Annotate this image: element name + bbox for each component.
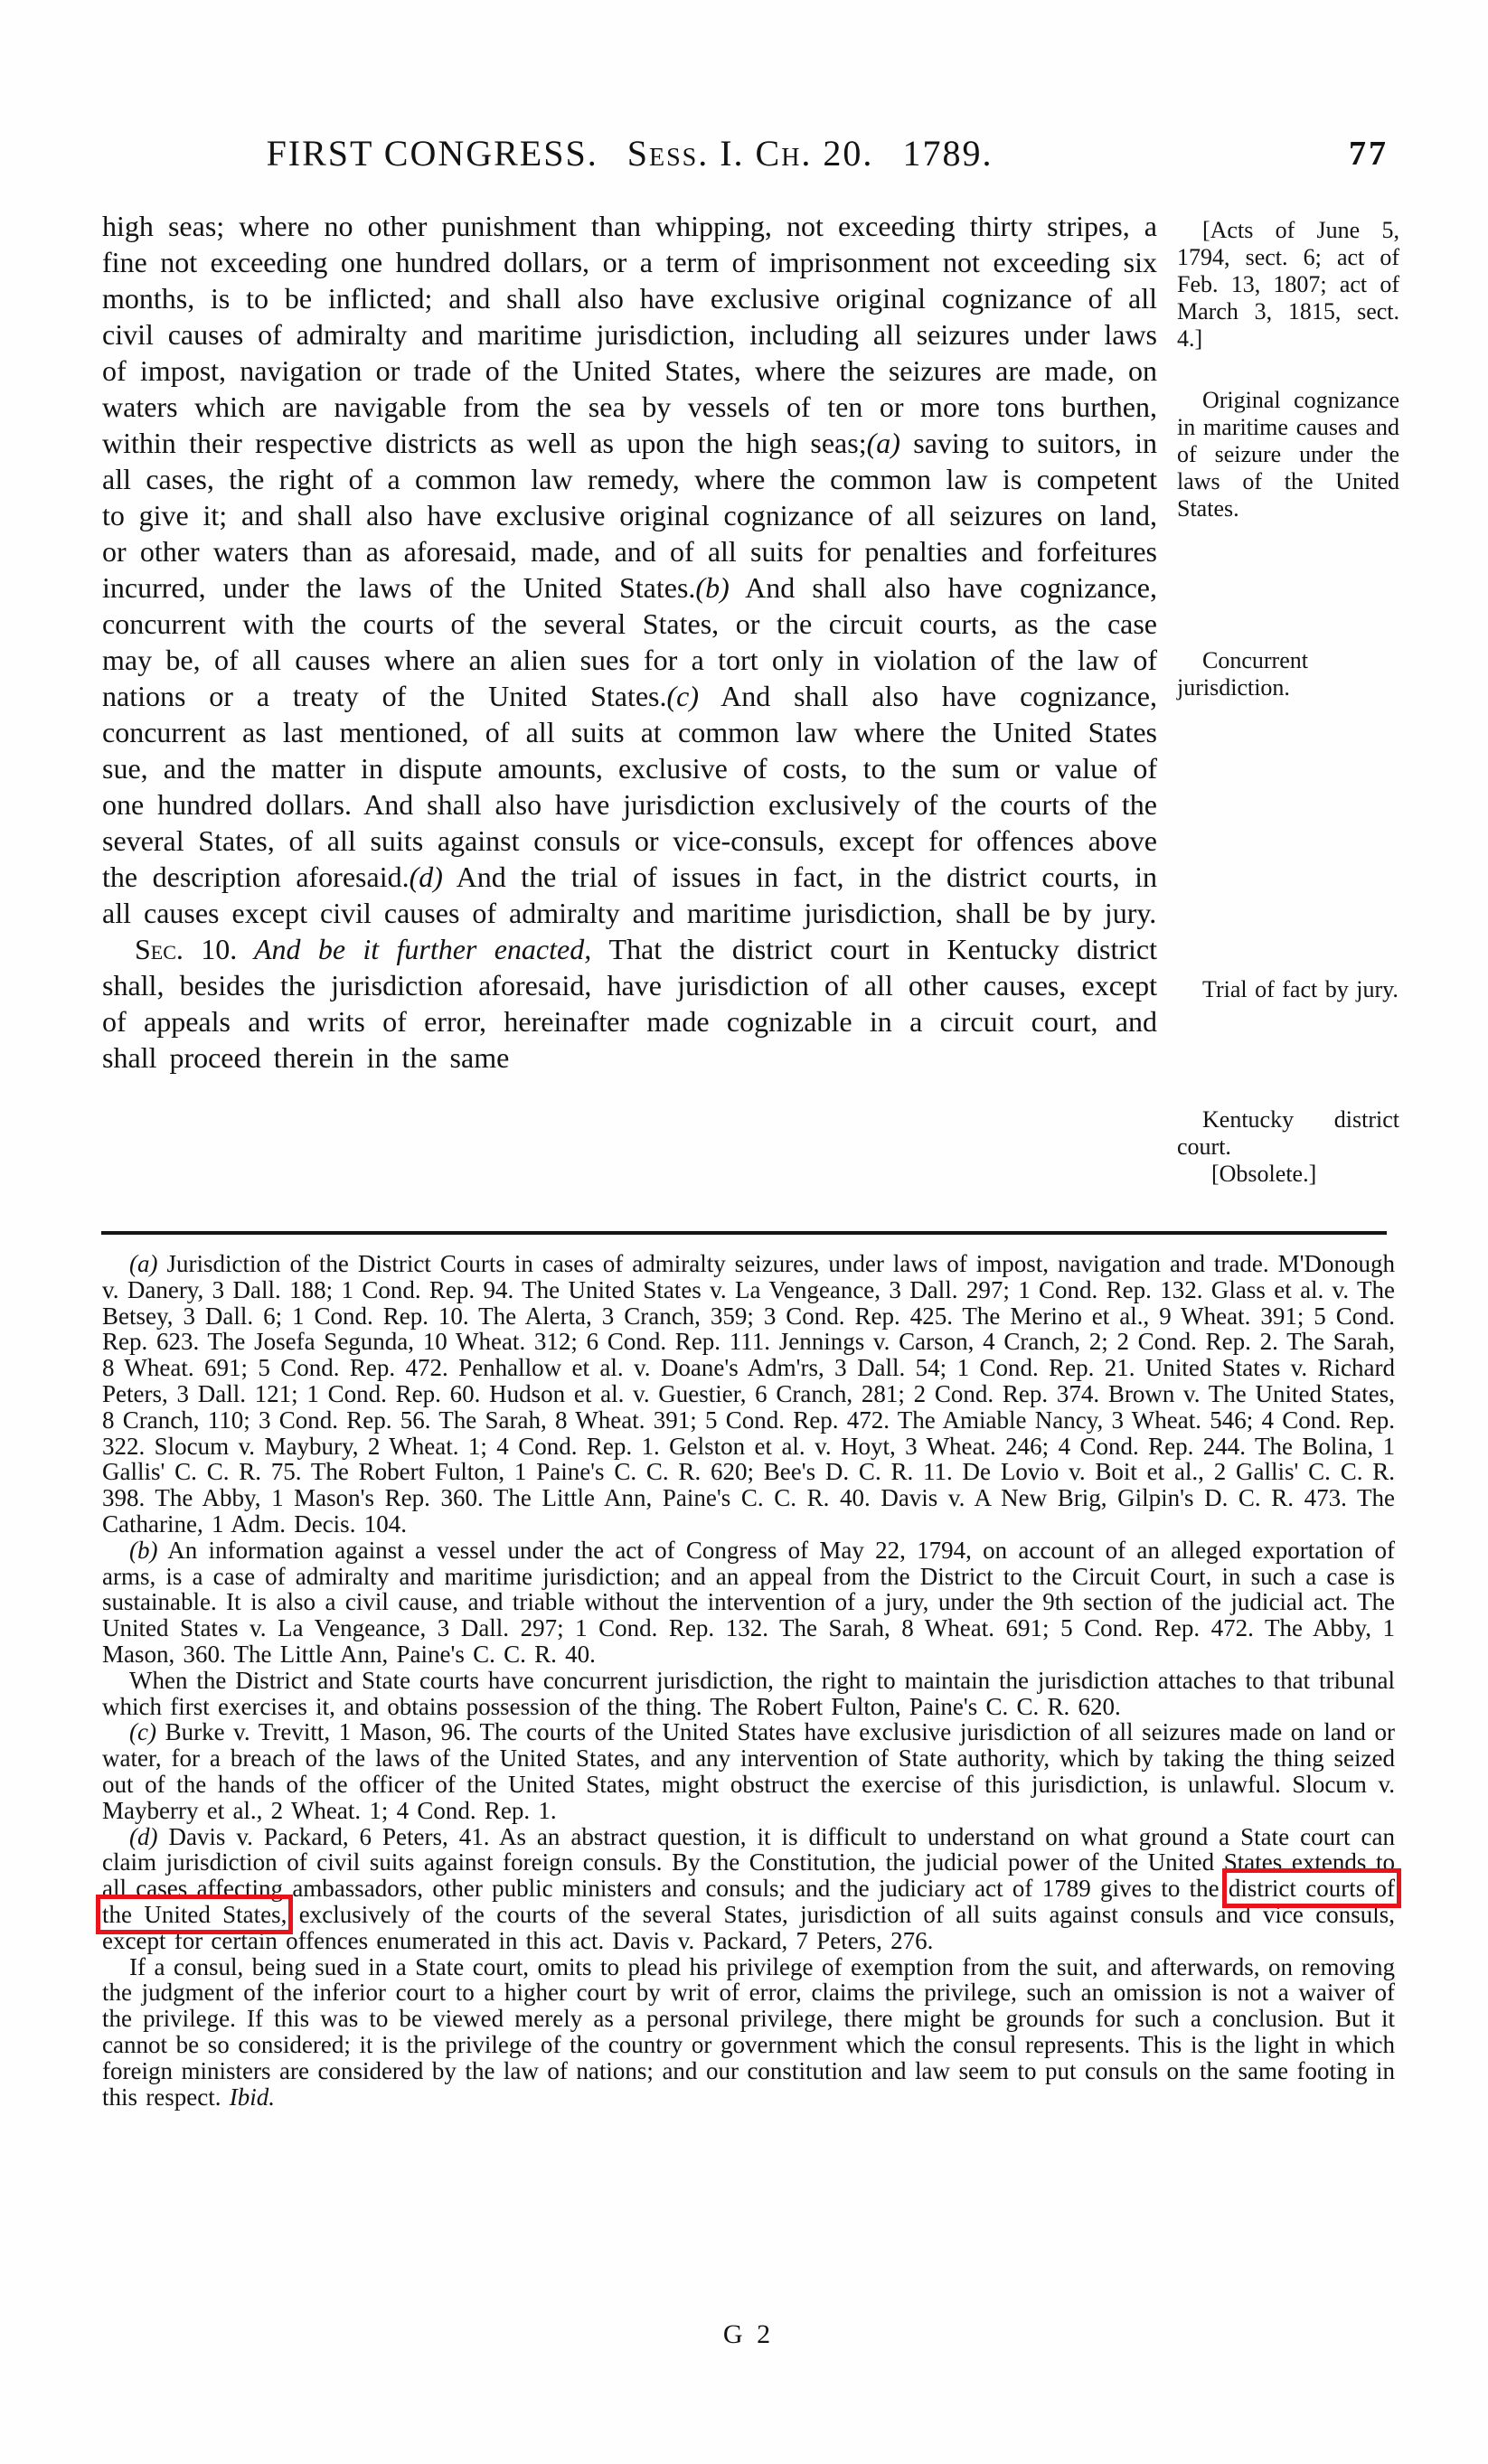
- statute-body: [102, 208, 1157, 1076]
- footnote-c-text: Burke v. Trevitt, 1 Mason, 96. The courts of the United States have exclusive jurisdiction of all seizures made on land or water, for a breach of the laws of the United States, and any intervention of State authority, which by taking the thing seized out of the hands of the officer of the United States, might obstruct the exercise of this jurisdiction, is unlawful. Slocum v. Mayberry et al., 2 Wheat. 1; 4 Cond. Rep. 1.: [102, 1718, 1395, 1824]
- footnote-ref-a: (a): [866, 427, 900, 459]
- section-9-text: And the trial of issues in fact, in the district courts, in all causes except civil causes of admiralty and maritime jurisdiction, shall be by jury.: [102, 861, 1158, 929]
- footnote-ref-d: (d): [409, 861, 443, 893]
- section-9-paragraph: [102, 208, 1157, 931]
- margin-note-kentucky-district-court: Kentucky district court.: [1177, 1106, 1399, 1160]
- footnote-d-text2: exclusively of the courts of the several States, jurisdiction of all suits against consuls and vice consuls, except for certain offences enumerated in this act. Davis v. Packard, 7 Peters, 276.: [102, 1900, 1395, 1954]
- footnote-c-marker: (c): [129, 1718, 156, 1746]
- highlight-box-district-courts: district courts of the United States,: [102, 1875, 1395, 1928]
- running-head-congress: FIRST CONGRESS.: [266, 133, 598, 174]
- footnote-b-marker: (b): [129, 1536, 158, 1564]
- margin-note-original-cognizance: Original cognizance in maritime causes and of seizure under the laws of the United States.: [1177, 387, 1399, 522]
- section-10-text: That the district court in Kentucky district shall, besides the jurisdiction aforesaid, have jurisdiction of all other causes, except of appeals and writs of error, hereinafter made cognizable in a circuit court, and shall proceed therein in the same: [102, 933, 1158, 1074]
- running-head-year: 1789.: [902, 133, 994, 174]
- footnote-b-text2: When the District and State courts have concurrent jurisdiction, the right to maintain the jurisdiction attaches to that tribunal which first exercises it, and obtains possession of the thing. The Robert Fulton, Paine's C. C. R. 620.: [102, 1666, 1395, 1720]
- footnote-a-text: Jurisdiction of the District Courts in cases of admiralty seizures, under laws of impost, navigation and trade. M'Donough v. Danery, 3 Dall. 188; 1 Cond. Rep. 94. The United States v. La Vengeance, 3 Dall. 297; 1 Cond. Rep. 132. Glass et al. v. The Betsey, 3 Dall. 6; 1 Cond. Rep. 10. The Alerta, 3 Cranch, 359; 3 Cond. Rep. 425. The Merino et al., 9 Wheat. 391; 5 Cond. Rep. 623. The Josefa Segunda, 10 Wheat. 312; 6 Cond. Rep. 111. Jennings v. Carson, 4 Cranch, 2; 2 Cond. Rep. 2. The Sarah, 8 Wheat. 691; 5 Cond. Rep. 472. Penhallow et al. v. Doane's Adm'rs, 3 Dall. 54; 1 Cond. Rep. 21. United States v. Richard Peters, 3 Dall. 121; 1 Cond. Rep. 60. Hudson et al. v. Guestier, 6 Cranch, 281; 2 Cond. Rep. 374. Brown v. The United States, 8 Cranch, 110; 3 Cond. Rep. 56. The Sarah, 8 Wheat. 391; 5 Cond. Rep. 472. The Amiable Nancy, 3 Wheat. 546; 4 Cond. Rep. 322. Slocum v. Maybury, 2 Wheat. 1; 4 Cond. Rep. 1. Gelston et al. v. Hoyt, 3 Wheat. 246; 4 Cond. Rep. 244. The Bolina, 1 Gallis' C. C. R. 75. The Robert Fulton, 1 Paine's C. C. R. 620; Bee's D. C. R. 11. De Lovio v. Boit et al., 2 Gallis' C. C. R. 398. The Abby, 1 Mason's Rep. 360. The Little Ann, Paine's C. C. R. 40. Davis v. A New Brig, Gilpin's D. C. R. 473. The Catharine, 1 Adm. Decis. 104.: [102, 1250, 1395, 1538]
- footnote-b-continuation: [102, 1668, 1395, 1720]
- footnote-c: [102, 1719, 1395, 1823]
- section-10-label: Sec. 10.: [135, 933, 238, 965]
- section-10-paragraph: [102, 931, 1157, 1076]
- section-9-text: And shall also have cognizance, concurrent as last mentioned, of all suits at common law where the United States sue, and the matter in dispute amounts, exclusive of costs, to the sum or value of one hundred dollars. And shall also have jurisdiction exclusively of the courts of the several States, of all suits against consuls or vice-consuls, except for offences above the description aforesaid.: [102, 680, 1158, 893]
- page-number: 77: [1349, 135, 1389, 173]
- footnote-divider-rule: [101, 1231, 1387, 1235]
- ibid-reference: Ibid.: [229, 2083, 275, 2111]
- footnote-ref-c: (c): [666, 680, 700, 712]
- margin-note-acts: [Acts of June 5, 1794, sect. 6; act of Feb. 13, 1807; act of March 3, 1815, sect. 4.]: [1177, 217, 1399, 352]
- footnotes-section: [102, 1251, 1395, 2110]
- footnote-ref-b: (b): [695, 571, 730, 604]
- footnote-d-text3: If a consul, being sued in a State court, omits to plead his privilege of exemption from the suit, and afterwards, on removing the judgment of the inferior court to a higher court by writ of error, claims the privilege, such an omission is not a waiver of the privilege. If this was to be viewed merely as a personal privilege, there might be grounds for such a conclusion. But it cannot be so considered; it is the privilege of the country or government which the consul represents. This is the light in which foreign ministers are considered by the law of nations; and our constitution and law seem to put consuls on the same footing in this respect.: [102, 1952, 1395, 2111]
- running-head-session-chapter: Sess. I. Ch. 20.: [626, 133, 874, 174]
- section-9-text: high seas; where no other punishment than whipping, not exceeding thirty stripes, a fine not exceeding one hundred dollars, or a term of imprisonment not exceeding six months, is to be inflicted; and shall also have exclusive original cognizance of all civil causes of admiralty and maritime jurisdiction, including all seizures under laws of impost, navigation or trade of the United States, where the seizures are made, on waters which are navigable from the sea by vessels of ten or more tons burthen, within their respective districts as well as upon the high seas;: [102, 210, 1157, 459]
- margin-note-concurrent-jurisdiction: Concurrent jurisdiction.: [1177, 647, 1308, 701]
- footnote-b: [102, 1538, 1395, 1668]
- margin-note-trial-by-jury: Trial of fact by jury.: [1202, 976, 1399, 1002]
- section-9-text: saving to suitors, in all cases, the right of a common law remedy, where the common law is competent to give it; and shall also have exclusive original cognizance of all seizures on land, or other waters than as aforesaid, made, and of all suits for penalties and forfeitures incurred, under the laws of the United States.: [102, 427, 1158, 604]
- footnote-a: [102, 1251, 1395, 1538]
- printer-signature-mark: G 2: [722, 2319, 775, 2349]
- margin-note-obsolete: [Obsolete.]: [1211, 1161, 1317, 1187]
- enacting-clause: And be it further enacted,: [237, 933, 609, 965]
- footnote-d-continuation: [102, 1954, 1395, 2111]
- footnote-b-text: An information against a vessel under the act of Congress of May 22, 1794, on account of an alleged exportation of arms, is a case of admiralty and maritime jurisdiction; and an appeal from the District to the Circuit Court, in such a case is sustainable. It is also a civil cause, and triable without the intervention of a jury, under the 9th section of the judicial act. The United States v. La Vengeance, 3 Dall. 297; 1 Cond. Rep. 132. The Sarah, 8 Wheat. 691; 5 Cond. Rep. 472. The Abby, 1 Mason, 360. The Little Ann, Paine's C. C. R. 40.: [102, 1536, 1395, 1668]
- section-9-text: And shall also have cognizance, concurrent with the courts of the several States, or the circuit courts, as the case may be, of all causes where an alien sues for a tort only in violation of the law of nations or a treaty of the United States.: [102, 571, 1158, 712]
- running-head: [102, 132, 1157, 174]
- footnote-a-marker: (a): [129, 1250, 158, 1277]
- footnote-d-text1: Davis v. Packard, 6 Peters, 41. As an abstract question, it is difficult to understand on what ground a State court can claim jurisdiction of civil suits against foreign consuls. By the Constitution, the judicial power of the United States extends to all cases affecting ambassadors, other public ministers and consuls; and the judiciary act of 1789 gives to the: [102, 1822, 1395, 1903]
- footnote-d-marker: (d): [129, 1822, 158, 1850]
- footnote-d: [102, 1824, 1395, 1954]
